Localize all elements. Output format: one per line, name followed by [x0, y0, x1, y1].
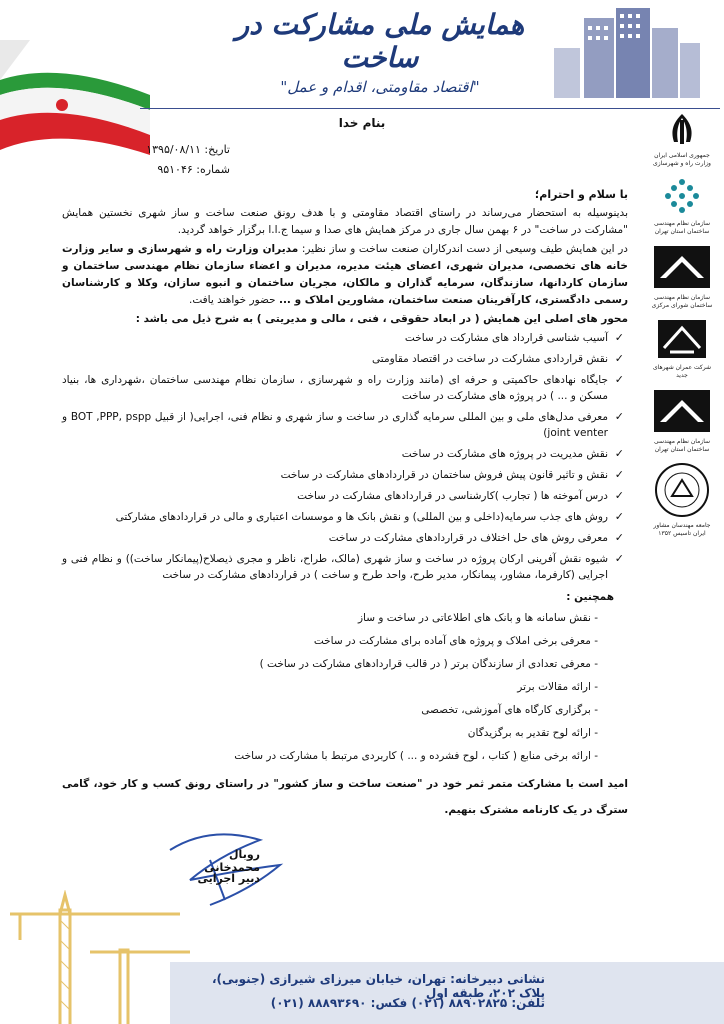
- check-icon: ✓: [614, 531, 624, 544]
- signer-name: روبال محمدخانی: [204, 848, 260, 874]
- list-item: ✓ معرفی روش های حل اختلاف در قراردادهای مشارکت در ساخت: [328, 531, 624, 544]
- list-item: - معرفی برخی املاک و پروژه های آماده برای مشارکت در ساخت: [313, 635, 598, 647]
- list-item: ✓ معرفی مدل‌های ملی و بین المللی سرمایه گذاری در ساخت و ساز شهری و نظام فنی، اجرایی( از قبیل BOT ,PPP, pspp و joint venter): [62, 410, 624, 439]
- logo-caption: جامعه مهندسان مشاور ایران تاسیس ۱۳۵۲: [653, 522, 711, 537]
- list-item: - ارائه لوح تقدیر به برگزیدگان: [467, 727, 598, 739]
- list-item: - معرفی تعدادی از سازندگان برتر ( در قالب قراردادهای مشارکت در ساخت ): [259, 658, 598, 670]
- round-seal-icon: [654, 462, 710, 518]
- list-item: ✓ نقش مدیریت در پروژه های مشارکت در ساخت: [401, 447, 624, 460]
- paragraph-intro: بدینوسیله به استحضار می‌رساند در راستای اقتصاد مقاومتی و با هدف رونق صنعت ساخت و ساز شهری نخستین همایش "مشارکت در ساخت" در ۶ بهمن سال جاری در مرکز همایش های صدا و سیما ج.ا.ا برگزار خواهد گردید.: [62, 207, 628, 236]
- header-subtitle: "اقتصاد مقاومتی، اقدام و عمل": [280, 78, 480, 96]
- logo-engineering-council: [647, 244, 717, 310]
- signer-role: دبیر اجرایی: [197, 872, 260, 885]
- list-item: - ارائه برخی منابع ( کتاب ، لوح فشرده و ... ) کاربردی مرتبط با مشارکت در ساخت: [234, 750, 598, 762]
- list-item: ✓ آسیب شناسی قرارداد های مشارکت در ساخت: [404, 331, 624, 344]
- axes-title: محور های اصلی این همایش ( در ابعاد حقوقی ، فنی ، مالی و مدیریتی ) به شرح ذیل می باشد :: [135, 313, 628, 325]
- logo-ministry: [647, 112, 717, 168]
- participants-intro: در این همایش طیف وسیعی از دست اندرکاران صنعت ساخت و ساز نظیر:: [301, 243, 628, 255]
- paragraph-participants: [62, 241, 628, 309]
- participants-end: حضور خواهند یافت.: [189, 294, 276, 306]
- check-icon: ✓: [614, 331, 624, 344]
- salutation: با سلام و احترام؛: [534, 188, 628, 201]
- house-logo-icon: [652, 388, 712, 434]
- logo-engineering-tehran-2: [647, 388, 717, 454]
- emblem-icon: [662, 112, 702, 148]
- new-towns-logo-icon: [656, 318, 708, 360]
- also-title: همچنین :: [566, 591, 614, 603]
- date-label: تاریخ: ۱۳۹۵/۰۸/۱۱: [146, 143, 230, 156]
- list-item: - ارائه مقالات برتر: [517, 681, 598, 693]
- logo-caption: سازمان نظام مهندسی ساختمان استان تهران: [653, 438, 711, 453]
- list-item: - برگزاری کارگاه های آموزشی، تخصصی: [421, 704, 598, 716]
- check-icon: ✓: [614, 552, 624, 565]
- check-icon: ✓: [614, 489, 624, 502]
- list-item: ✓ روش های جذب سرمایه(داخلی و بین المللی) و نقش بانک ها و موسسات اعتباری و مالی در قراردادهای مشارکتی: [115, 510, 624, 523]
- also-list: [62, 610, 628, 764]
- logo-caption: سازمان نظام مهندسی ساختمان شورای مرکزی: [651, 294, 713, 309]
- number-label: شماره: ۹۵۱۰۴۶: [157, 163, 230, 176]
- logo-engineering-tehran: [647, 176, 717, 236]
- dotted-logo-icon: [660, 176, 704, 216]
- list-item: ✓ نقش قراردادی مشارکت در ساخت در اقتصاد مقاومتی: [372, 352, 624, 365]
- list-item: ✓ شیوه نقش آفرینی ارکان پروژه در ساخت و ساز شهری (مالک، طراح، ناظر و مجری ذیصلاح(پیمانکار ساخت)) و نظام فنی و اجرایی (کارفرما، مشاور، پیمانکار، مدیر طرح، واحد طرح و ساخت ) در قراردادهای مشارکت در ساخت: [62, 552, 624, 581]
- house-logo-icon: [652, 244, 712, 290]
- header-divider: [140, 108, 720, 109]
- check-icon: ✓: [614, 510, 624, 523]
- participants-list: مدیران وزارت راه و شهرسازی و سایر وزارت خانه های تخصصی، مدیران شهری، اعضای هیئت مدیره، مدیران و اعضاء سازمان نظام مهندسی ساختمان و سازمان کاردانها، سازندگان، سرمایه گذاران و مالکان، مجریان ساختمان و انبوه سازان، وکلا و کارشناسان رسمی دادگستری، کارآفرینان صنعت ساختمان، مشاورین املاک و ...: [62, 243, 628, 306]
- axes-list: [62, 330, 628, 583]
- logo-caption: سازمان نظام مهندسی ساختمان استان تهران: [653, 220, 711, 235]
- bismillah: بنام خدا: [338, 116, 386, 130]
- buildings-illustration: [514, 8, 704, 98]
- sponsor-logos: [640, 112, 724, 546]
- letter-body: [62, 186, 628, 823]
- footer-phone: تلفن: ۸۸۹۰۲۸۲۵ (۰۲۱) فکس: ۸۸۸۹۳۶۹۰ (۰۲۱): [270, 996, 545, 1010]
- list-item: - نقش سامانه ها و بانک های اطلاعاتی در ساخت و ساز: [357, 612, 598, 624]
- logo-consulting-engineers: [647, 462, 717, 538]
- logo-new-towns: [647, 318, 717, 380]
- footer-address: نشانی دبیرخانه: تهران، خیابان میرزای شیرازی (جنوبی)، پلاک ۲۰۲، طبقه اول: [211, 972, 545, 1000]
- check-icon: ✓: [614, 352, 624, 365]
- list-item: ✓ جایگاه نهادهای حاکمیتی و حرفه ای (مانند وزارت راه و شهرسازی ، سازمان نظام مهندسی ساختمان ،شهرداری ها، بنیاد مسکن و ... ) در پروژه های مشارکت در ساخت: [62, 373, 624, 402]
- header-title: همایش ملی مشارکت در ساخت: [235, 8, 525, 74]
- logo-caption: جمهوری اسلامی ایران وزارت راه و شهرسازی: [653, 152, 711, 167]
- check-icon: ✓: [614, 447, 624, 460]
- check-icon: ✓: [614, 410, 624, 423]
- logo-caption: شرکت عمران شهرهای جدید: [652, 364, 712, 379]
- list-item: ✓ درس آموخته ها ( تجارب )کارشناسی در قراردادهای مشارکت در ساخت: [297, 489, 624, 502]
- check-icon: ✓: [614, 468, 624, 481]
- date-block: [100, 140, 230, 180]
- check-icon: ✓: [614, 373, 624, 386]
- list-item: ✓ نقش و تاثیر قانون پیش فروش ساختمان در قراردادهای مشارکت در ساخت: [280, 468, 624, 481]
- closing-paragraph: امید است با مشارکت متمر ثمر خود در "صنعت ساخت و ساز کشور" در راستای رونق کسب و کار خود، گامی سترگ در یک کارنامه مشترک بنهیم.: [62, 778, 628, 816]
